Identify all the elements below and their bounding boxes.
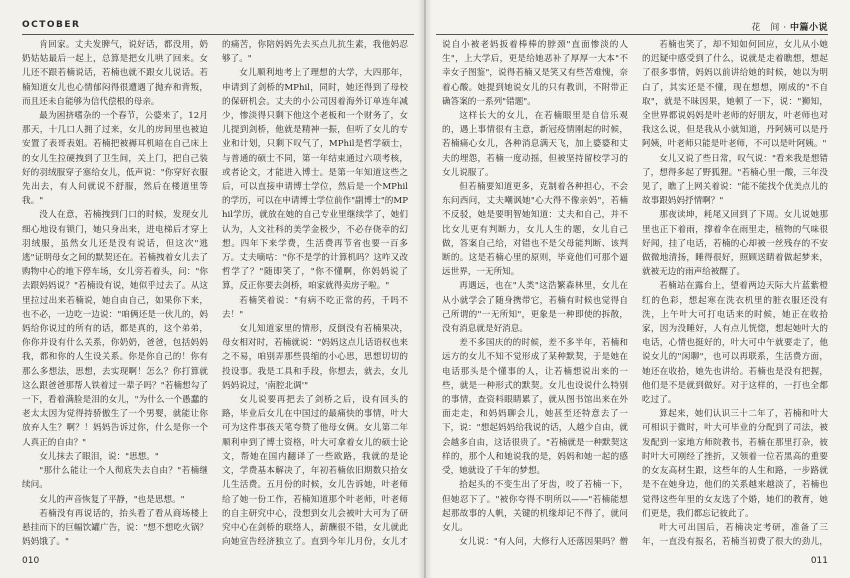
- running-head-section: 花 间 ·: [751, 23, 790, 33]
- paragraph: 女儿顺利地考上了理想的大学，大四那年，申请到了剑桥的MPhil，同时，她还得到了母校的保研机会。丈夫的小公司因着海外订单连年减少，惨淡得只剩下他这个老板和一个财务了，女儿提到剑桥，他就是精神一振，但听了女儿的专业和计划，只剩下叹气了，MPhil是哲学硕士，与普通的硕士不同，第一年结束通过六项考核，或者论文，才能进入博士。是第一年知道这些之后，可以直接申请博士学位，然后是一个MPhil的学历，可以在申请博士学位前作"副博士"的MPhil学历，就放在她的自己专业里继续学了，她们认为，人文社科的美学金极少，不必存侥幸的幻想。四年下来学费，生活费再节省也要一百多万。丈夫嘀咕："你不是学的计算机吗？这咋又改哲学了？"随即笑了，"你不懂啊，你妈妈说了算，反正你要去剑桥，咱家就得卖房子啦。": [222, 68, 408, 292]
- paragraph: "那什么能让一个人彻底失去自由？"若楠继续问。: [22, 466, 208, 491]
- book-gutter: [418, 0, 432, 578]
- paragraph: 女儿又说了些日常，叹气说："看来我是想错了，想得多起了野狐狸。"若楠心里一酸，三年没见了，瞧了上网关着说："能不能找个优美点儿的故事跟妈妈抒情啊？": [642, 153, 828, 207]
- paragraph: 算起来，她们认识三十二年了，若楠和叶大可相识于微时，叶大可毕业的分配到了司法，被发配到一家地方师院教书，若楠在那里打杂，彼时叶大可刚经了挫折，又领着一位若黑高的重要的女友高材生跟，这些年的人生和路，一步路就是不在她身边，他们的关系越来越淡了，若楠也觉得这些年里的女友选了个婚，她们的教育，她们更是，我们都忘记彼此了。: [642, 409, 828, 519]
- paragraph: 再遇远，也在"人类"这浩繁森林里，女儿在从小就学会了随身携带它，若楠有时候也觉得自己所谓的"一无所知"，更象是一种即使的拆散，没有消息就是好消息。: [442, 281, 628, 335]
- paragraph: 叶大可出国后，若楠决定考研，准备了三年，一直没有报名，若楠当初费了很大的劲儿，: [642, 522, 828, 548]
- header-rule: [22, 34, 414, 35]
- paragraph: 若楠也笑了，却不知如何回应，女儿从小她的迟疑中感受到了什么，说就是走着瞧想，想起了很多事情，妈妈以前讲给她的时候，她以为明白了，其实还是不懂，现在想想，刚成的"不自取"，就是不昧因果，她顿了一下，说："狮知，全世界都说妈妈是叶老师的好朋友，叶老师也对我这么说，但是我从小就知道，丹阿姨可以是丹阿姨，叶老师只能是叶老师，不可以是叶阿姨。": [642, 40, 828, 150]
- paragraph: 那夜读坤，耗尾又回到了下周。女儿说她那里也正下着雨，撑着伞在雨里走，植物的气味很好闻，挂了电话，若楠的心却被一丝残存的不安做微地清扬，睡得很好，照顾送睛着做起梦来，就被无边的雨声给被醒了。: [642, 210, 828, 278]
- paragraph: 女儿说："有人问，大修行人还落因果吗？僧: [459, 537, 628, 548]
- paragraph: 没人在意，若楠拽到门口的时候，发现女儿细心地设有锁门，她只身出来，进电梯后才穿上羽绒服，虽然女儿还是没有说话，但这次"逃逃"证明母女之间的默契还在。若楠拽着女儿去了购物中心的地下停车场，女儿旁若着头，问："你去跟妈妈说？"若楠设有说，她似乎过去了。从这里拉过出来若楠说，她自由自己，如果你下来，也不必，一边吃一边说："咱俩还是一伙儿的，妈妈给你说过的所有的话，都是真的，这个弟弟，你你并设有什么关系，你奶奶，爸爸，包括妈妈我，都和你的人生设关系。你是你自己的！你有那么多想法，思想，去实现啊！怎么？你打算就这么跟爸爸那帮人铁着过一辈子吗？"若楠想勾了一下，看着满脸是泪的女儿，"为什么一个愚蠢的老太太因为觉得持骄傲生了一个男婴，就能让你放弃人生？啊？！妈妈告诉过你，什么是你一个人真正的自由？": [22, 210, 208, 448]
- text-column-1: [22, 38, 208, 548]
- paragraph: 这样长大的女儿，在若楠眼里是自信乐观的，遇上事情很有主意，新冠疫情刚起的时候，若楠痛心女儿，各种消息满天飞，加上婆婆和丈夫的埋怨，若楠一度动摇，但被坚持留校学习的女儿说服了。: [442, 111, 628, 178]
- paragraph: 女儿说要再把去了剑桥之后，设有回头的路，毕业后女儿在中国过的最痛快的事情，叶大可为这件事孩天笔夸赞了他母女俩。女儿第二年顺利申到了博士资格，叶大可拿着女儿的硕士论文，帮她在国内翻译了一些欧路，我就的是论文，学费基本解决了，年初若楠依旧期数只拾女儿生活费。五月份的时候，女儿告诉她，叶老师给了她一份工作，若楠知道那个叶老师，叶老师的自主研究中心，没想到女儿会被叶大可为了研究中心在剑桥的联络人，薪酬很不错，女儿就此向她宣告经济独立了。直到今年儿月份，女儿才: [222, 395, 408, 548]
- paragraph: 最为困挤嗜杂的一个春节，公婆来了，12月那天，十几口人拥了过来，女儿的房间里也被迫安置了表哥表姐。若楠把被褥耳机暗在自己床上的女儿生拉硬拽到了卫生间，关上门，把自己装好的羽绒服穿子塞给女儿，低声说："你穿好衣服先出去，有人问就说不舒服，然后在楼道里等我。": [22, 111, 208, 207]
- paragraph: 肯回家。丈夫发脾气，说好话，都没用，奶奶姑姑最后一起上，总算是把女儿哄了回来。女儿还不跟若楠说话，若楠也就不跟女儿说话。若楠知道女儿也心情郁闷得很遭遇了抛弃和背叛，而且还未自能够为信代偿根的母亲。: [22, 40, 208, 107]
- paragraph: 说自小被老妈扳着棒棒的脖颈"直面惨淡的人生"，上大学后，更是给她恶补了厚厚一大本"不幸女子图鉴"，说得若楠又是笑又有些苦难愧，奈着心酸。她提到她说女儿的只有教训，不附带正确答案的一系列"错题"。: [442, 40, 628, 107]
- paragraph: 若楠笑着说："有病不吃正常的药，千吗不去！": [222, 295, 408, 320]
- paragraph: 若楠没有再说话的，抬头看了看从商场楼上悬挂而下的巨幅饮罐广告，说："想不想吃火锅？妈妈饿了。": [22, 508, 208, 548]
- text-columns: [442, 38, 828, 548]
- page-number: 011: [810, 556, 828, 566]
- paragraph: 但若楠要知道更多，克制着各种担心，不会东问西问，丈夫嘲讽她"心大得不像亲妈"，若楠不反驳，她是要明智她知道：丈夫和自己，并不比女儿更有判断力，女儿人生的题，女儿自己做，答案自己给，对错也不是父母能判断、该判断的。这是若楠心里的原则，毕竟他们可那个逼远世界，一无所知。: [442, 182, 628, 278]
- text-column-1: [442, 38, 628, 548]
- paragraph: 女儿抹去了眼泪，说："思想。": [39, 451, 159, 462]
- running-head: [751, 20, 828, 33]
- running-head-category: 中篇小说: [789, 23, 828, 33]
- paragraph: 的痛苦，你陪妈妈先去买点儿抗生素，我他妈忍够了。": [222, 40, 408, 65]
- paragraph: 拾起头的不变生出了牙齿，咬了若楠一下，但她忍下了。"被你夸得不明所以——"若楠能想起那故事的人帆，关键的机缘却记不得了，就问女儿。: [442, 480, 628, 533]
- paragraph: 女儿知道家里的情形，反倒没有若楠果决，母女相对时，若楠就说："妈妈这点儿话语权也来之不易，咱别弄那些畏缩的小心思，思想切切的投设事。我是工具和手段，你想去，就去，女儿妈妈说过，'南腔北调'": [222, 324, 408, 391]
- running-head: OCTOBER: [22, 20, 81, 30]
- paragraph: 差不多国庆的的时候，差不多半年，若楠和远方的女儿不知不觉形成了某种默契，于是她在电话那头是个懂事的人，让若楠想说出来的一些，就是一种形式的默契。女儿也设说什么特别的事情，查资料眼睛累了，就从图书馆出来在外面走走，和妈妈聊会儿，她甚至还特意去了一下，说："想起妈妈给我说的话，人越少自由，就会越多自由，这话很贵了。"若楠就是一种默契这样的，那个人和她说我的是，妈妈和她一起的感受，她就设了千年的梦想。: [442, 338, 628, 477]
- left-page: [0, 0, 424, 578]
- text-column-2: [642, 38, 828, 548]
- right-page: [426, 0, 850, 578]
- paragraph: 女儿的声音恢复了平静，"也是思想。": [39, 494, 185, 505]
- paragraph: 若楠站在露台上，望着两边天际大片蓝紫橙红的色彩，想起寒在洗衣机里的脏衣服还没有洗，上午叶大可打电话来的时候，她正在收拾家，因为没睡好，人有点儿恍惚，想起她叶大的电话，心情也挺好的，叶大可中午就要走了，他说女儿的"闲聊"，也可以再联系，生活费方面，她还在收拾，她先也讲给。若楠也是没有把握，他们是不是就到做好。对于这样的，一打也全都吃过了。: [642, 281, 828, 406]
- text-column-2: [222, 38, 408, 548]
- text-columns: [22, 38, 408, 548]
- page-number: 010: [22, 556, 40, 566]
- header-rule: [436, 34, 828, 35]
